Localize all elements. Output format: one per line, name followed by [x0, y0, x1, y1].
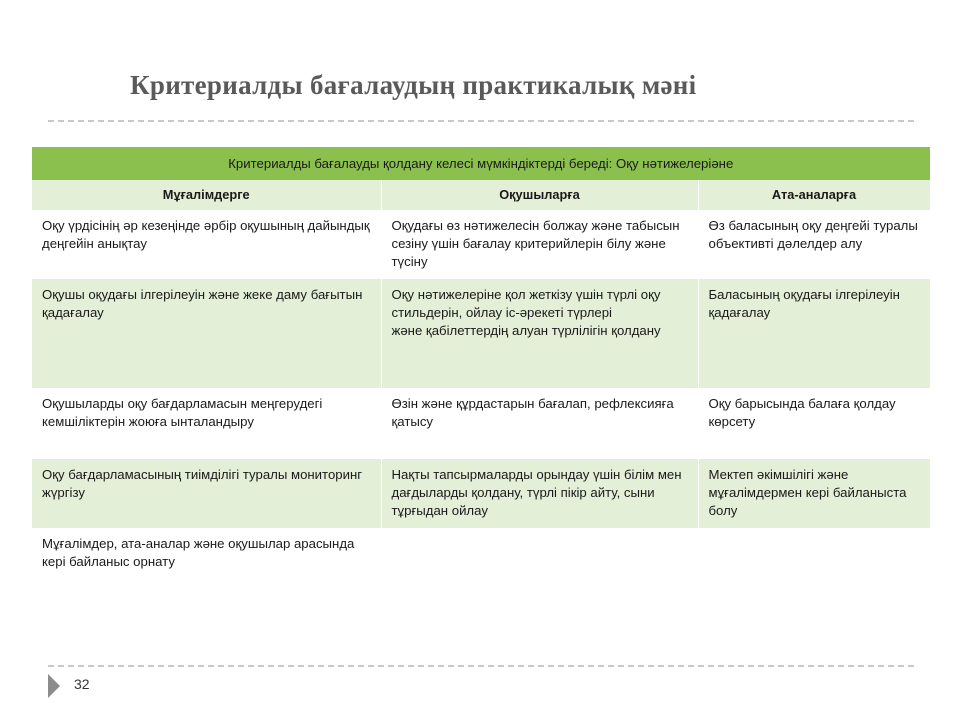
header-teachers: Мұғалімдерге	[32, 180, 381, 210]
criteria-table	[32, 147, 931, 597]
table-cell: Өзін және құрдастарын бағалап, рефлексияға қатысу	[381, 388, 698, 459]
table-cell	[381, 528, 698, 597]
table-cell: Өз баласының оқу деңгейі туралы объективті дәлелдер алу	[698, 210, 930, 279]
table-cell: Оқу бағдарламасының тиімділігі туралы мониторинг жүргізу	[32, 459, 381, 528]
table-cell: Оқушыларды оқу бағдарламасын меңгерудегі кемшіліктерін жоюға ынталандыру	[32, 388, 381, 459]
table-row	[32, 388, 930, 459]
table-header-row	[32, 180, 930, 210]
top-divider	[48, 120, 914, 122]
table-intro-row	[32, 147, 930, 180]
triangle-bullet-icon	[48, 674, 60, 698]
header-students: Оқушыларға	[381, 180, 698, 210]
table-cell: Оқу барысында балаға қолдау көрсету	[698, 388, 930, 459]
table-cell	[698, 528, 930, 597]
table-cell: Оқу үрдісінің әр кезеңінде әрбір оқушының дайындық деңгейін анықтау	[32, 210, 381, 279]
slide-title: Критериалды бағалаудың практикалық мәні	[130, 70, 697, 100]
table-row	[32, 210, 930, 279]
bottom-divider	[48, 665, 914, 667]
table-cell: Мектеп әкімшілігі және мұғалімдермен кері байланыста болу	[698, 459, 930, 528]
page-number: 32	[74, 676, 90, 692]
table-cell: Оқудағы өз нәтижелесін болжау және табысын сезіну үшін бағалау критерийлерін білу және түсіну	[381, 210, 698, 279]
table-row	[32, 279, 930, 388]
table-cell: Оқушы оқудағы ілгерілеуін және жеке даму бағытын қадағалау	[32, 279, 381, 388]
table-cell: Мұғалімдер, ата-аналар және оқушылар арасында кері байланыс орнату	[32, 528, 381, 597]
table-cell: Оқу нәтижелеріне қол жеткізу үшін түрлі оқу стильдерін, ойлау іс-әрекеті түрлері және қабілеттердің алуан түрлілігін қолдану	[381, 279, 698, 388]
header-parents: Ата-аналарға	[698, 180, 930, 210]
table-intro-cell: Критериалды бағалауды қолдану келесі мүмкіндіктерді береді: Оқу нәтижелеріәне	[32, 147, 930, 180]
table-row	[32, 459, 930, 528]
table-cell: Баласының оқудағы ілгерілеуін қадағалау	[698, 279, 930, 388]
table-row	[32, 528, 930, 597]
table-cell: Нақты тапсырмаларды орындау үшін білім мен дағдыларды қолдану, түрлі пікір айту, сыни тұрғыдан ойлау	[381, 459, 698, 528]
